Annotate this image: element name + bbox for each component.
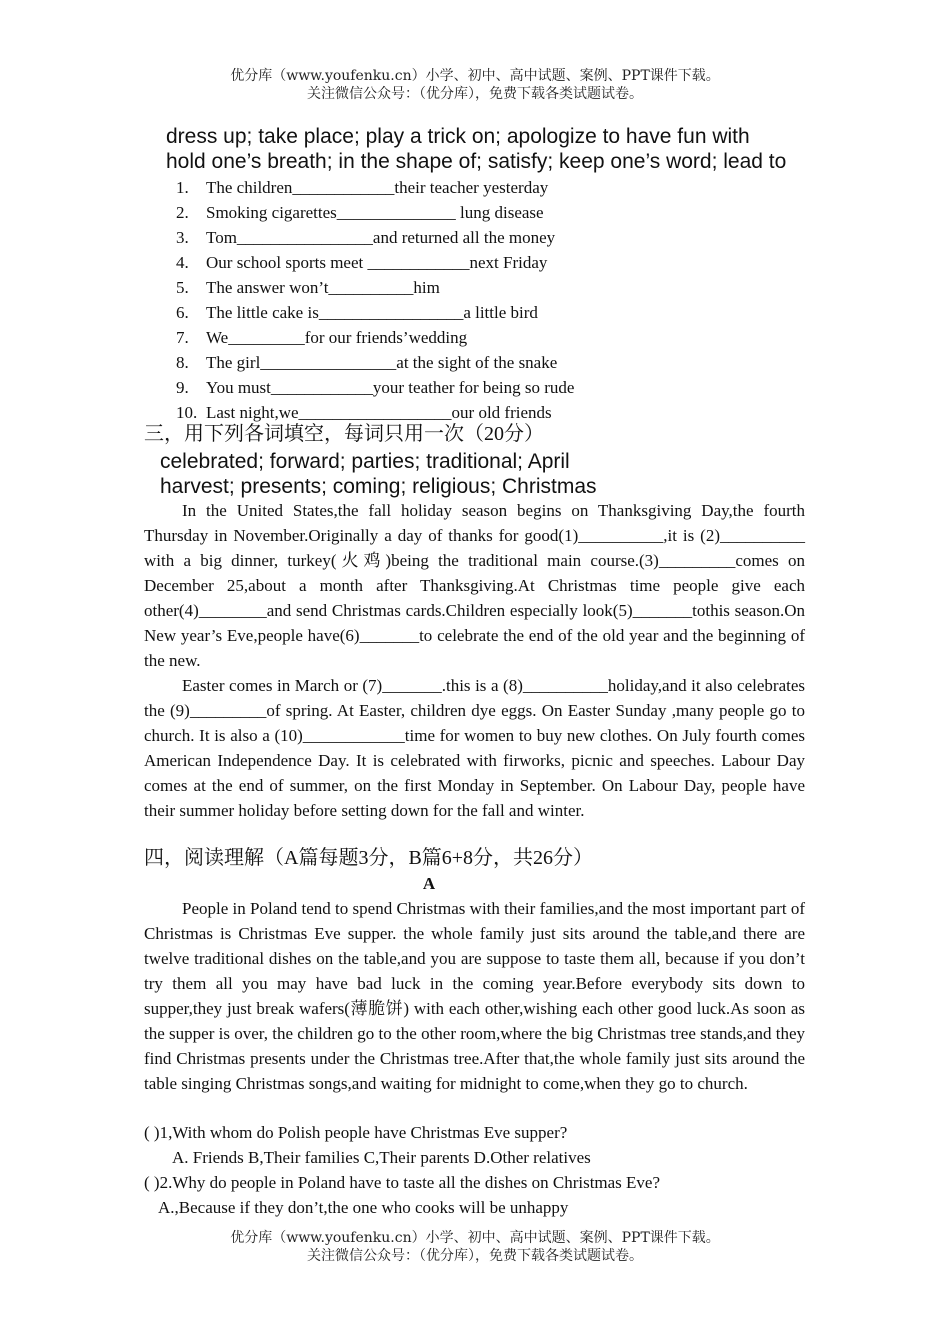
footer-line-2: 关注微信公众号：（优分库），免费下载各类试题试卷。 bbox=[307, 1248, 643, 1264]
item-number: 4. bbox=[176, 253, 189, 272]
list-item bbox=[176, 375, 574, 400]
question-1: ( )1,With whom do Polish people have Christmas Eve supper? bbox=[144, 1123, 568, 1142]
phrase-bank-line-1: dress up; take place; play a trick on; apologize to have fun with bbox=[166, 125, 750, 148]
list-item bbox=[176, 175, 574, 200]
item-number: 3. bbox=[176, 228, 189, 247]
item-number: 1. bbox=[176, 178, 189, 197]
reading-paragraph: People in Poland tend to spend Christmas with their families,and the most important part of Christmas is Christmas Eve supper. the whole family just sits around the table,and there are twelve traditional dishes on the table,and you are suppose to taste them all, because if you don’t try them all you may have bad luck in the coming year.Before everybody sits down to supper,they just break wafers(薄脆饼) with each other,wishing each other good luck.As soon as the supper is over, the children go to the other room,where the big Christmas tree stands,and they find Christmas presents under the Christmas tree.After that,the whole family just sits around the table singing Christmas songs,and waiting for midnight to come,when they go to church. bbox=[144, 899, 805, 1093]
section-4-title: 四，阅读理解（A篇每题3分，B篇6+8分，共26分） bbox=[144, 847, 594, 869]
item-text: The little cake is_________________a little bird bbox=[206, 303, 538, 322]
cloze-paragraph-2: Easter comes in March or (7)_______.this is a (8)__________holiday,and it also celebrates the (9)_________of spring. At Easter, children dye eggs. On Easter Sunday ,many people go to church. It is also a (10)____________time for women to buy new clothes. On July fourth comes American Independence Day. It is celebrated with firworks, picnic and speeches. Labour Day comes at the end of summer, on the first Monday in September. On Labour Day, people have their summer holiday before setting down for the fall and winter. bbox=[144, 676, 805, 820]
item-number: 9. bbox=[176, 378, 189, 397]
fill-in-items bbox=[176, 175, 574, 425]
item-text: Tom________________and returned all the money bbox=[206, 228, 556, 247]
item-text: You must____________your teather for being so rude bbox=[206, 378, 575, 397]
phrase-bank-line-2: hold one’s breath; in the shape of; satisfy; keep one’s word; lead to bbox=[166, 150, 787, 173]
reading-passage bbox=[144, 896, 805, 1096]
item-text: The answer won’t__________him bbox=[206, 278, 440, 297]
item-text: Last night,we__________________our old friends bbox=[206, 403, 552, 422]
list-item bbox=[176, 225, 574, 250]
list-item bbox=[176, 300, 574, 325]
list-item bbox=[176, 325, 574, 350]
question-2: ( )2.Why do people in Poland have to taste all the dishes on Christmas Eve? bbox=[144, 1173, 661, 1192]
phrase-bank bbox=[166, 124, 786, 174]
passage-label: A bbox=[422, 874, 436, 893]
question-1-options: A. Friends B,Their families C,Their parents D.Other relatives bbox=[172, 1148, 591, 1167]
page-footer bbox=[0, 1229, 950, 1265]
list-item bbox=[176, 275, 574, 300]
cloze-passage bbox=[144, 498, 805, 823]
item-number: 8. bbox=[176, 353, 189, 372]
item-number: 10. bbox=[176, 403, 198, 422]
item-number: 6. bbox=[176, 303, 189, 322]
section-3-title: 三，用下列各词填空，每词只用一次（20分） bbox=[144, 423, 544, 445]
item-text: The children____________their teacher yesterday bbox=[206, 178, 549, 197]
footer-line-1: 优分库（www.youfenku.cn）小学、初中、高中试题、案例、PPT课件下载。 bbox=[230, 1230, 720, 1246]
word-bank-line-1: celebrated; forward; parties; traditional; April bbox=[160, 450, 570, 473]
item-text: We_________for our friends’wedding bbox=[206, 328, 468, 347]
item-text: Smoking cigarettes______________ lung disease bbox=[206, 203, 544, 222]
word-bank bbox=[160, 449, 597, 499]
item-number: 2. bbox=[176, 203, 189, 222]
list-item bbox=[176, 200, 574, 225]
header-line-2: 关注微信公众号：（优分库），免费下载各类试题试卷。 bbox=[307, 86, 643, 102]
page-header bbox=[0, 67, 950, 103]
header-line-1: 优分库（www.youfenku.cn）小学、初中、高中试题、案例、PPT课件下载。 bbox=[230, 68, 720, 84]
word-bank-line-2: harvest; presents; coming; religious; Christmas bbox=[160, 475, 597, 498]
list-item bbox=[176, 250, 574, 275]
item-text: Our school sports meet ____________next Friday bbox=[206, 253, 548, 272]
item-text: The girl________________at the sight of the snake bbox=[206, 353, 558, 372]
cloze-paragraph-1: In the United States,the fall holiday season begins on Thanksgiving Day,the fourth Thursday in November.Originally a day of thanks for good(1)__________,it is (2)__________ with a big dinner, turkey(火鸡)being the traditional main course.(3)_________comes on December 25,about a month after Thanksgiving.At Christmas time people give each other(4)________and send Christmas cards.Children especially look(5)_______tothis season.On New year’s Eve,people have(6)_______to celebrate the end of the old year and the beginning of the new. bbox=[144, 501, 805, 670]
question-2-option-a: A.,Because if they don’t,the one who cooks will be unhappy bbox=[158, 1198, 569, 1217]
item-number: 5. bbox=[176, 278, 189, 297]
list-item bbox=[176, 350, 574, 375]
item-number: 7. bbox=[176, 328, 189, 347]
